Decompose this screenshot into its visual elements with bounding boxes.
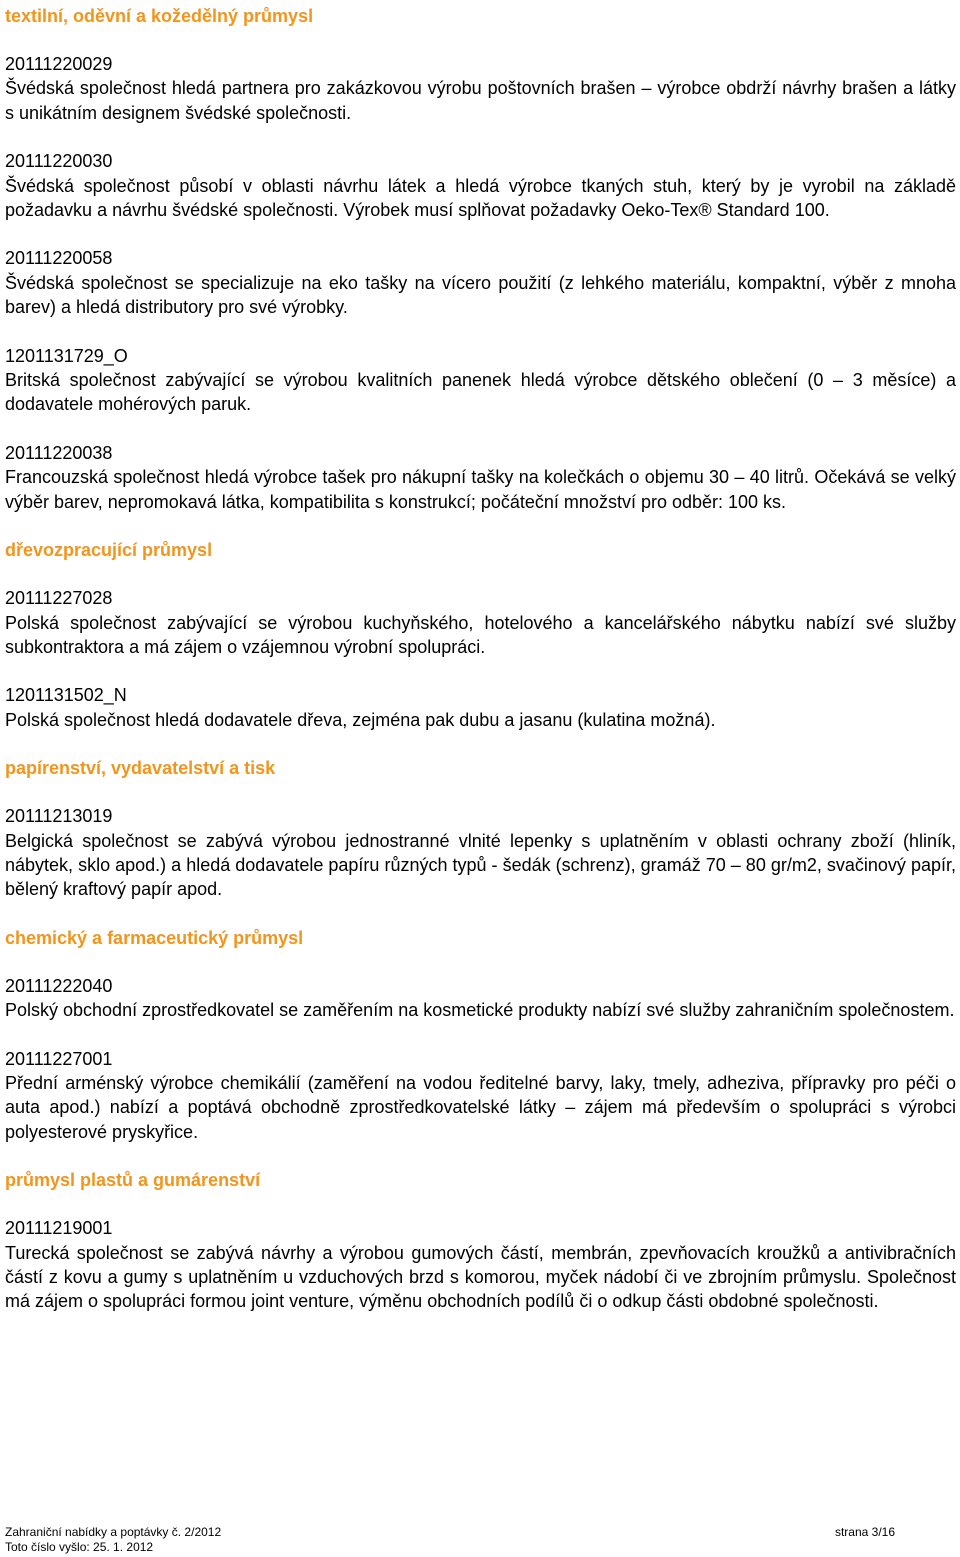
offer-id: 20111220058 [5, 248, 113, 269]
offer-entry [5, 586, 956, 659]
offer-id: 20111213019 [5, 806, 113, 827]
offer-id: 1201131729_O [5, 345, 128, 366]
offer-id: 20111219001 [5, 1218, 113, 1239]
offer-text: Přední arménský výrobce chemikálií (zaměření na vodou ředitelné barvy, laky, tmely, adheziva, přípravky pro péči o auta apod.) nabízí a poptává obchodně zprostředkovatelské látky – zájem má především o spolupráci s výrobci polyesterové pryskyřice. [5, 1072, 956, 1142]
offer-id: 20111220038 [5, 442, 113, 463]
offer-id: 20111220029 [5, 54, 113, 74]
section-textile [5, 4, 956, 514]
section-heading: chemický a farmaceutický průmysl [5, 927, 304, 948]
offer-text: Polská společnost zabývající se výrobou kuchyňského, hotelového a kancelářského nábytku nabízí své služby subkontraktora a má zájem o vzájemnou výrobní spolupráci. [5, 612, 956, 657]
offer-id: 1201131502_N [5, 685, 127, 706]
offer-text: Turecká společnost se zabývá návrhy a výrobou gumových částí, membrán, zpevňovacích kroužků a antivibračních částí z kovu a gumy s uplatněním u vzduchových brzd s komorou, myček nádobí či ve zbrojním průmyslu. Společnost má zájem o spolupráci formou joint venture, výměnu obchodních podílů či o odkup části obdobné společnosti. [5, 1242, 956, 1312]
offer-id: 20111222040 [5, 975, 113, 996]
offer-id: 20111227028 [5, 588, 113, 609]
section-wood [5, 538, 956, 732]
offer-id: 20111220030 [5, 151, 113, 172]
offer-entry [5, 246, 956, 319]
section-paper [5, 756, 956, 902]
offer-entry [5, 149, 956, 222]
document-page [5, 4, 956, 1338]
page-number: strana 3/16 [834, 1525, 895, 1539]
offer-text: Švédská společnost hledá partnera pro zakázkovou výrobu poštovních brašen – výrobce obdrží návrhy brašen a látky s unikátním designem švédské společnosti. [5, 78, 956, 123]
section-plastics [5, 1168, 956, 1314]
offer-entry [5, 344, 956, 417]
publication-title: Zahraniční nabídky a poptávky č. 2/2012 [5, 1525, 222, 1539]
offer-text: Polský obchodní zprostředkovatel se zaměřením na kosmetické produkty nabízí své služby zahraničním společnostem. [5, 1000, 955, 1021]
section-heading: dřevozpracující průmysl [5, 540, 213, 561]
section-heading: průmysl plastů a gumárenství [5, 1170, 261, 1191]
offer-entry [5, 974, 956, 1023]
offer-entry [5, 52, 956, 125]
offer-text: Francouzská společnost hledá výrobce tašek pro nákupní tašky na kolečkách o objemu 30 – 40 litrů. Očekává se velký výběr barev, nepromokavá látka, kompatibilita s konstrukcí; počáteční množství pro odběr: 100 ks. [5, 467, 956, 512]
offer-entry [5, 1216, 956, 1314]
footer-row [5, 1525, 895, 1540]
offer-text: Polská společnost hledá dodavatele dřeva, zejména pak dubu a jasanu (kulatina možná). [5, 709, 716, 730]
offer-text: Švédská společnost se specializuje na eko tašky na vícero použití (z lehkého materiálu, kompaktní, výběr z mnoha barev) a hledá distributory pro své výrobky. [5, 272, 956, 318]
offer-entry [5, 683, 956, 732]
offer-id: 20111227001 [5, 1048, 113, 1069]
offer-entry [5, 804, 956, 902]
offer-text: Britská společnost zabývající se výrobou kvalitních panenek hledá výrobce dětského oblečení (0 – 3 měsíce) a dodavatele mohérových paruk. [5, 370, 956, 415]
issue-date: Toto číslo vyšlo: 25. 1. 2012 [5, 1540, 154, 1554]
section-heading: textilní, oděvní a kožedělný průmysl [5, 6, 314, 26]
section-heading: papírenství, vydavatelství a tisk [5, 758, 276, 779]
offer-text: Belgická společnost se zabývá výrobou jednostranné vlnité lepenky s uplatněním v oblasti ochrany zboží (hliník, nábytek, sklo apod.) a hledá dodavatele papíru různých typů - šedák (schrenz), gramáž 70 – 80 gr/m2, svačinový papír, bělený kraftový papír apod. [5, 830, 956, 900]
section-chemical [5, 926, 956, 1144]
offer-entry [5, 1047, 956, 1145]
page-footer [5, 1525, 895, 1555]
offer-text: Švédská společnost působí v oblasti návrhu látek a hledá výrobce tkaných stuh, který by je vyrobil na základě požadavku a návrhu švédské společnosti. Výrobek musí splňovat požadavky Oeko-Tex® Standard 100. [5, 175, 956, 221]
offer-entry [5, 441, 956, 514]
